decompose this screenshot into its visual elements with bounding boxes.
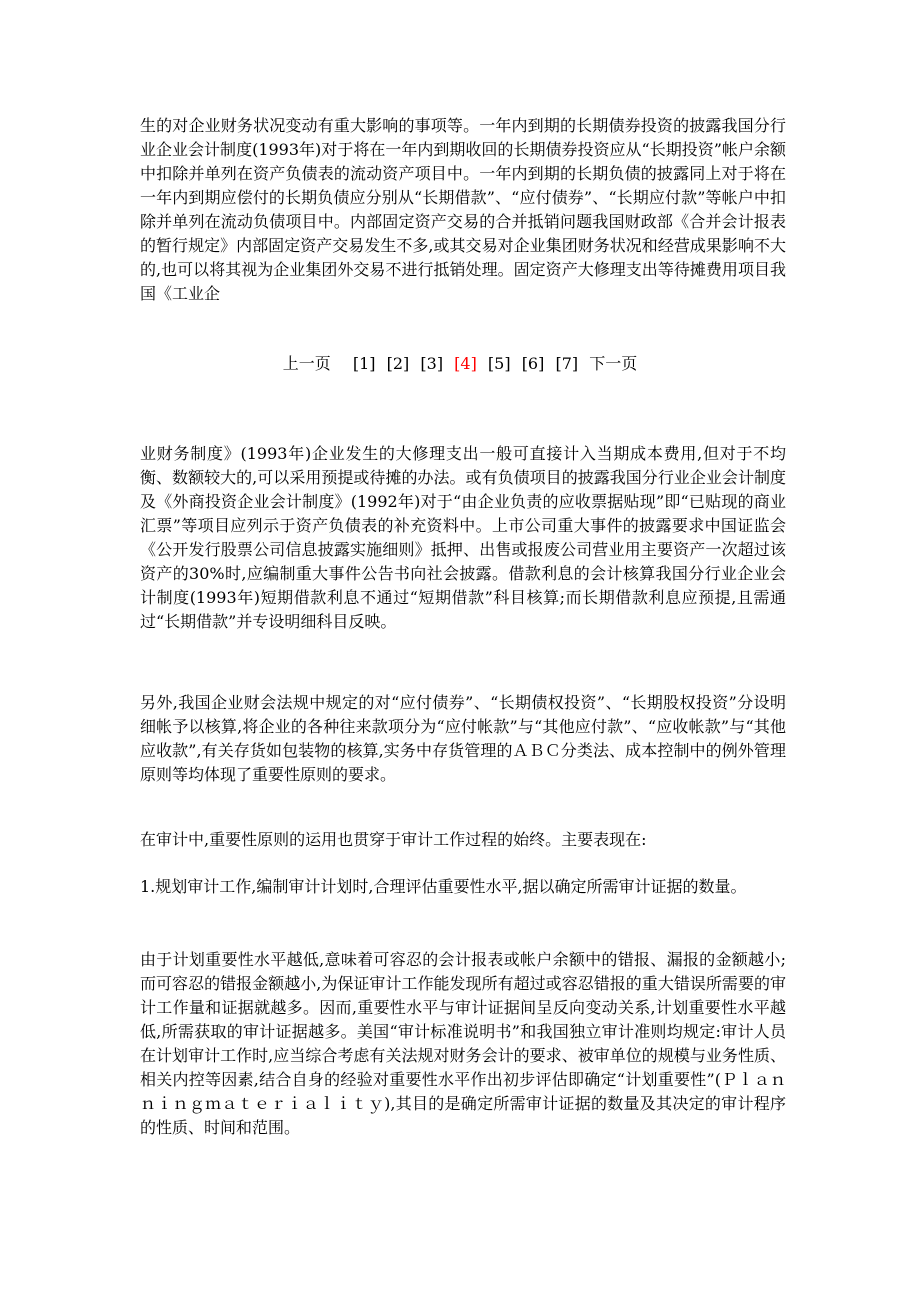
paragraph-4: 在审计中,重要性原则的运用也贯穿于审计工作过程的始终。主要表现在: [140,830,647,849]
pagination [0,352,920,376]
page-link-7[interactable]: [7] [555,354,579,373]
next-page-link[interactable]: 下一页 [589,354,638,373]
paragraph-2: 业财务制度》(1993年)企业发生的大修理支出一般可直接计入当期成本费用,但对于不均衡、数额较大的,可以采用预提或待摊的办法。或有负债项目的披露我国分行业企业会计制度及《外商投资企业会计制度》(1992年)对于“由企业负责的应收票据贴现”即“已贴现的商业汇票”等项目应列示于资产负债表的补充资料中。上市公司重大事件的披露要求中国证监会《公开发行股票公司信息披露实施细则》抵押、出售或报废公司营业用主要资产一次超过该资产的30%时,应编制重大事件公告书向社会披露。借款利息的会计核算我国分行业企业会计制度(1993年)短期借款利息不通过“短期借款”科目核算;而长期借款利息应预提,且需通过“长期借款”并专设明细科目反映。 [140,444,786,631]
page-link-4-current[interactable]: [4] [454,354,477,373]
paragraph-1: 生的对企业财务状况变动有重大影响的事项等。一年内到期的长期债券投资的披露我国分行业企业会计制度(1993年)对于将在一年内到期收回的长期债券投资应从“长期投资”帐户余额中扣除并单列在资产负债表的流动资产项目中。一年内到期的长期负债的披露同上对于将在一年内到期应偿付的长期负债应分别从“长期借款”、“应付债券”、“长期应付款”等帐户中扣除并单列在流动负债项目中。内部固定资产交易的合并抵销问题我国财政部《合并会计报表的暂行规定》内部固定资产交易发生不多,或其交易对企业集团财务状况和经营成果影响不大的,也可以将其视为企业集团外交易不进行抵销处理。固定资产大修理支出等待摊费用项目我国《工业企 [140,116,786,303]
page-link-2[interactable]: [2] [386,354,410,373]
page-link-3[interactable]: [3] [420,354,444,373]
page-link-6[interactable]: [6] [521,354,545,373]
prev-page-link[interactable]: 上一页 [282,354,331,373]
paragraph-5: 1.规划审计工作,编制审计计划时,合理评估重要性水平,据以确定所需审计证据的数量。 [140,877,747,896]
paragraph-6: 由于计划重要性水平越低,意味着可容忍的会计报表或帐户余额中的错报、漏报的金额越小;而可容忍的错报金额越小,为保证审计工作能发现所有超过或容忍错报的重大错误所需要的审计工作量和证据就越多。因而,重要性水平与审计证据间呈反向变动关系,计划重要性水平越低,所需获取的审计证据越多。美国“审计标准说明书”和我国独立审计准则均规定:审计人员在计划审计工作时,应当综合考虑有关法规对财务会计的要求、被审单位的规模与业务性质、相关内控等因素,结合自身的经验对重要性水平作出初步评估即确定“计划重要性”(Ｐｌａｎｎｉｎｇｍａｔｅｒｉａｌｉｔｙ),其目的是确定所需审计证据的数量及其决定的审计程序的性质、时间和范围。 [140,950,786,1137]
page-link-5[interactable]: [5] [487,354,511,373]
paragraph-3: 另外,我国企业财会法规中规定的对“应付债券”、“长期债权投资”、“长期股权投资”分设明细帐予以核算,将企业的各种往来款项分为“应付帐款”与“其他应付款”、“应收帐款”与“其他应收款”,有关存货如包装物的核算,实务中存货管理的ＡＢＣ分类法、成本控制中的例外管理原则等均体现了重要性原则的要求。 [140,693,786,784]
page-link-1[interactable]: [1] [352,354,376,373]
